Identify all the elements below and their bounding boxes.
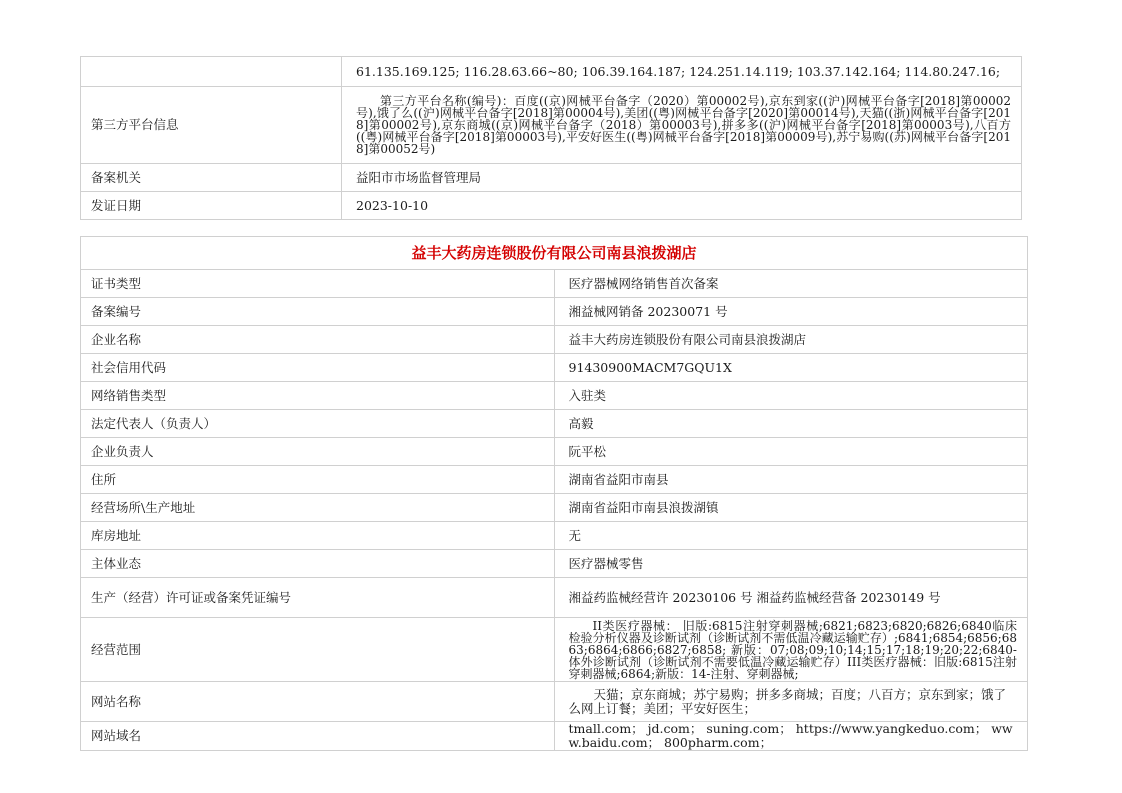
business-scope-label: 经营范围: [81, 618, 555, 682]
website-name-value: 天猫；京东商城；苏宁易购；拼多多商城；百度；八百方；京东到家；饿了么网上订餐；美团；平安好医生；: [554, 682, 1028, 722]
record-title: 益丰大药房连锁股份有限公司南县浪拨湖店: [81, 237, 1028, 270]
company-head-label: 企业负责人: [81, 438, 555, 466]
license-number-value: 湘益药监械经营许 20230106 号 湘益药监械经营备 20230149 号: [554, 578, 1028, 618]
record-table: [80, 236, 1028, 751]
previous-record-table: [80, 56, 1022, 220]
sales-type-value: 入驻类: [554, 382, 1028, 410]
third-party-platform-value: 第三方平台名称(编号)：百度((京)网械平台备字（2020）第00002号),京东到家((沪)网械平台备字[2018]第00002号),饿了么((沪)网械平台备字[2018]第00004号),美团((粤)网械平台备字[2020]第00014号),天猫((浙)网械平台备字[2018]第00002号),京东商城((京)网械平台备字（2018）第00003号),拼多多((沪)网械平台备字[2018]第00003号),八百方((粤)网械平台备字[2018]第00003号),平安好医生((粤)网械平台备字[2018]第00009号),苏宁易购((苏)网械平台备字[2018]第00052号): [342, 87, 1022, 164]
warehouse-label: 库房地址: [81, 522, 555, 550]
sales-type-label: 网络销售类型: [81, 382, 555, 410]
issue-date-label: 发证日期: [81, 192, 342, 220]
issue-date-value: 2023-10-10: [342, 192, 1022, 220]
business-form-value: 医疗器械零售: [554, 550, 1028, 578]
company-name-label: 企业名称: [81, 326, 555, 354]
website-name-label: 网站名称: [81, 682, 555, 722]
ip-label-cell: [81, 57, 342, 87]
business-form-label: 主体业态: [81, 550, 555, 578]
third-party-platform-label: 第三方平台信息: [81, 87, 342, 164]
credit-code-value: 91430900MACM7GQU1X: [554, 354, 1028, 382]
filing-number-value: 湘益械网销备 20230071 号: [554, 298, 1028, 326]
cert-type-value: 医疗器械网络销售首次备案: [554, 270, 1028, 298]
filing-number-label: 备案编号: [81, 298, 555, 326]
legal-rep-label: 法定代表人（负责人）: [81, 410, 555, 438]
warehouse-value: 无: [554, 522, 1028, 550]
company-head-value: 阮平松: [554, 438, 1028, 466]
ip-address-value: 61.135.169.125; 116.28.63.66~80; 106.39.164.187; 124.251.14.119; 103.37.142.164; 114.80.247.16;: [342, 57, 1022, 87]
credit-code-label: 社会信用代码: [81, 354, 555, 382]
premises-label: 经营场所\生产地址: [81, 494, 555, 522]
filing-authority-label: 备案机关: [81, 164, 342, 192]
filing-authority-value: 益阳市市场监督管理局: [342, 164, 1022, 192]
company-name-value: 益丰大药房连锁股份有限公司南县浪拨湖店: [554, 326, 1028, 354]
domicile-label: 住所: [81, 466, 555, 494]
business-scope-value: II类医疗器械： 旧版:6815注射穿刺器械;6821;6823;6820;6826;6840临床检验分析仪器及诊断试剂（诊断试剂不需低温冷藏运输贮存）;6841;6854;6856;6863;6864;6866;6827;6858; 新版：07;08;09;10;14;15;17;18;19;20;22;6840-体外诊断试剂（诊断试剂不需要低温冷藏运输贮存）III类医疗器械：旧版:6815注射穿刺器械;6864;新版：14-注射、穿刺器械;: [554, 618, 1028, 682]
domicile-value: 湖南省益阳市南县: [554, 466, 1028, 494]
cert-type-label: 证书类型: [81, 270, 555, 298]
website-domain-label: 网站域名: [81, 722, 555, 751]
legal-rep-value: 高毅: [554, 410, 1028, 438]
premises-value: 湖南省益阳市南县浪拨湖镇: [554, 494, 1028, 522]
license-number-label: 生产（经营）许可证或备案凭证编号: [81, 578, 555, 618]
website-domain-value: tmall.com； jd.com； suning.com； https://www.yangkeduo.com； www.baidu.com； 800pharm.com；: [554, 722, 1028, 751]
